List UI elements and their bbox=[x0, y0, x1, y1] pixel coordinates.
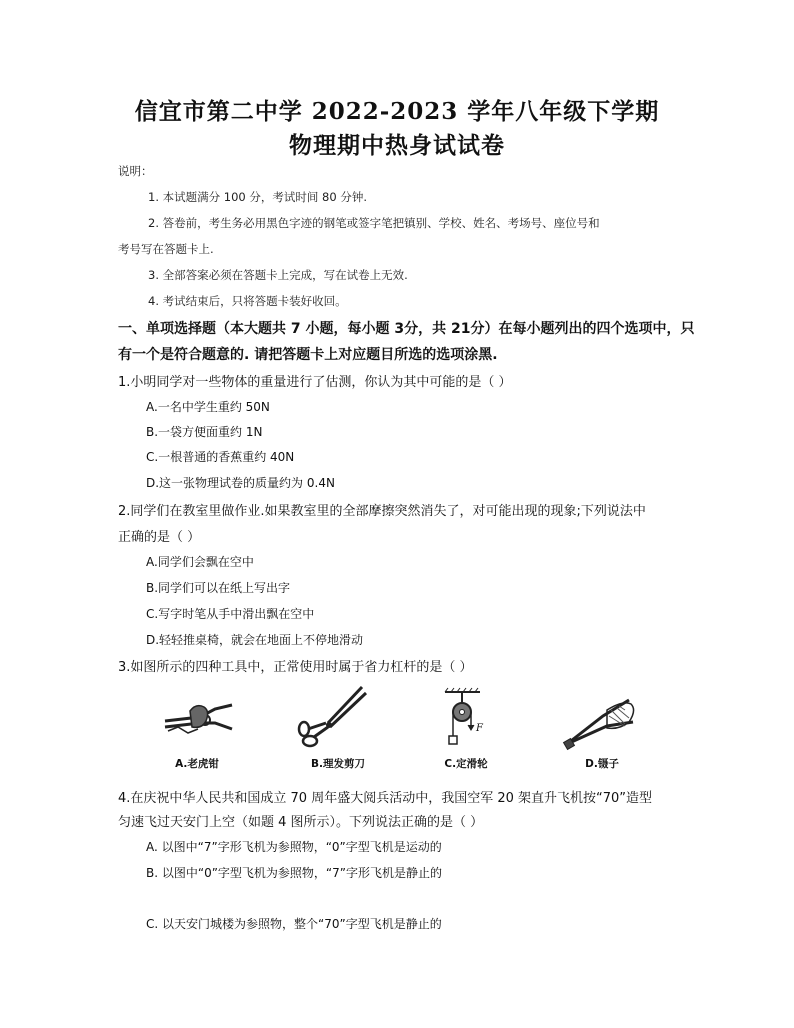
pliers-icon bbox=[160, 693, 240, 743]
instructions-label: 说明： bbox=[118, 164, 153, 178]
instruction-item: 2. 答卷前，考生务必用黑色字迹的钢笔或签字笔把镇别、学校、姓名、考场号、座位号和 bbox=[148, 216, 600, 230]
question-1-option-d[interactable]: D.这一张物理试卷的质量约为 0.4N bbox=[146, 476, 335, 490]
question-1-stem: 1.小明同学对一些物体的重量进行了估测，你认为其中可能的是（ ） bbox=[118, 375, 512, 390]
section-heading-line1: 一、单项选择题（本大题共 7 小题，每小题 3分，共 21分）在每小题列出的四个选项中，只 bbox=[118, 321, 695, 337]
instruction-item: 3. 全部答案必须在答题卡上完成，写在试卷上无效. bbox=[148, 268, 408, 282]
section-heading-line2: 有一个是符合题意的. 请把答题卡上对应题目所选的选项涂黑. bbox=[118, 347, 498, 363]
tweezers-icon bbox=[563, 696, 635, 750]
question-2-option-b[interactable]: B.同学们可以在纸上写出字 bbox=[146, 581, 291, 595]
question-1-option-a[interactable]: A.一名中学生重约 50N bbox=[146, 400, 270, 414]
question-4-option-b[interactable]: B. 以图中“0”字型飞机为参照物，“7”字形飞机是静止的 bbox=[146, 866, 442, 880]
question-3-stem: 3.如图所示的四种工具中，正常使用时属于省力杠杆的是（ ） bbox=[118, 660, 473, 675]
figure-c-caption: C.定滑轮 bbox=[444, 758, 488, 770]
figure-d-caption: D.镊子 bbox=[585, 758, 619, 770]
question-2-stem-line1: 2.同学们在教室里做作业.如果教室里的全部摩擦突然消失了，对可能出现的现象;下列说法中 bbox=[118, 504, 646, 519]
question-4-stem-line2: 匀速飞过天安门上空（如题 4 图所示）。下列说法正确的是（ ） bbox=[118, 815, 484, 830]
question-1-option-b[interactable]: B.一袋方便面重约 1N bbox=[146, 425, 263, 439]
fixed-pulley-icon bbox=[440, 688, 490, 748]
question-1-option-c[interactable]: C.一根普通的香蕉重约 40N bbox=[146, 450, 295, 464]
figure-b-caption: B.理发剪刀 bbox=[311, 758, 365, 770]
question-2-option-d[interactable]: D.轻轻推桌椅，就会在地面上不停地滑动 bbox=[146, 633, 364, 647]
question-2-option-a[interactable]: A.同学们会飘在空中 bbox=[146, 555, 254, 569]
instruction-item: 4. 考试结束后，只将答题卡装好收回。 bbox=[148, 294, 347, 308]
question-2-stem-line2: 正确的是（ ） bbox=[118, 530, 201, 545]
page-title-line1: 信宜市第二中学 2022-2023 学年八年级下学期 bbox=[134, 98, 660, 125]
instruction-item: 考号写在答题卡上. bbox=[118, 242, 214, 256]
scissors-icon bbox=[300, 683, 370, 753]
question-4-option-a[interactable]: A. 以图中“7”字形飞机为参照物，“0”字型飞机是运动的 bbox=[146, 840, 442, 854]
instruction-item: 1. 本试题满分 100 分，考试时间 80 分钟. bbox=[148, 190, 367, 204]
pulley-force-label: F bbox=[476, 723, 483, 734]
page-title-line2: 物理期中热身试试卷 bbox=[289, 132, 505, 159]
question-2-option-c[interactable]: C.写字时笔从手中滑出飘在空中 bbox=[146, 607, 315, 621]
question-4-stem-line1: 4.在庆祝中华人民共和国成立 70 周年盛大阅兵活动中，我国空军 20 架直升飞机按“70”造型 bbox=[118, 791, 653, 806]
question-4-option-c[interactable]: C. 以天安门城楼为参照物，整个“70”字型飞机是静止的 bbox=[146, 917, 442, 931]
figure-a-caption: A.老虎钳 bbox=[175, 758, 219, 770]
